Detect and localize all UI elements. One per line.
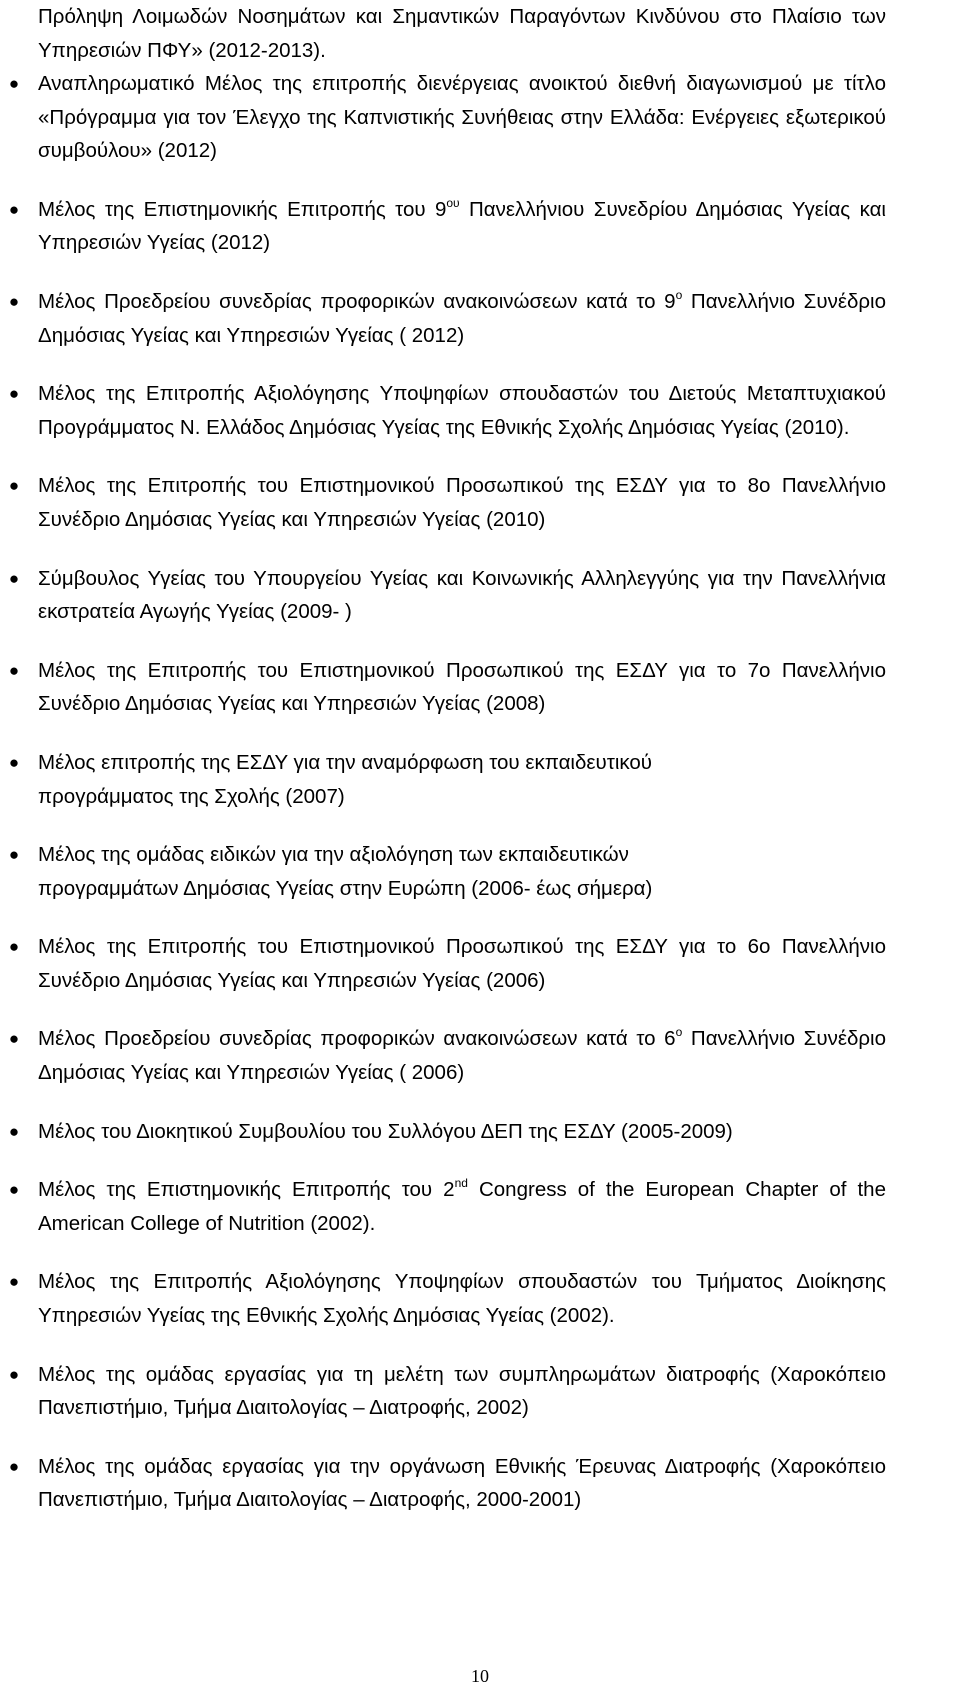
bullet-icon: ● (8, 199, 20, 219)
list-item (8, 1022, 886, 1089)
bullet-icon: ● (8, 937, 20, 957)
bullet-icon: ● (8, 660, 20, 680)
list-item (8, 838, 886, 905)
list-item (8, 285, 886, 352)
list-item-text-line2: προγραμμάτων Δημόσιας Υγείας στην Ευρώπη (2006- έως σήμερα) (38, 876, 653, 900)
bullet-icon: ● (8, 1029, 20, 1049)
list-item-text: Μέλος του Διοκητικού Συμβουλίου του Συλλόγου ΔΕΠ της ΕΣΔΥ (2005-2009) (38, 1119, 733, 1143)
continuation-paragraph: Πρόληψη Λοιμωδών Νοσημάτων και Σημαντικών Παραγόντων Κινδύνου στο Πλαίσιο των Υπηρεσιών ΠΦΥ» (2012-2013). (38, 5, 886, 62)
list-item (8, 1358, 886, 1425)
list-item-text: Μέλος Προεδρείου συνεδρίας προφορικών ανακοινώσεων κατά το 6 (38, 1027, 676, 1051)
list-item (8, 930, 886, 997)
bullet-icon: ● (8, 1180, 20, 1200)
page-number: 10 (471, 1666, 489, 1686)
bullet-icon: ● (8, 74, 20, 93)
list-item (8, 469, 886, 536)
list-item-text-continued: Πανελλήνιου Συνεδρίου Δημόσιας Υγείας και Υπηρεσιών Υγείας (2012) (38, 197, 886, 255)
list-item (8, 654, 886, 721)
bullet-icon: ● (8, 1456, 20, 1476)
ordinal-superscript: ο (675, 287, 683, 302)
bullet-icon: ● (8, 384, 20, 404)
list-item-text: Σύμβουλος Υγείας του Υπουργείου Υγείας και Κοινωνικής Αλληλεγγύης για την Πανελλήνια εκστρατεία Αγωγής Υγείας (2009- ) (38, 566, 886, 624)
list-item-text: Μέλος της Επιτροπής Αξιολόγησης Υποψηφίων σπουδαστών του Τμήματος Διοίκησης Υπηρεσιών Υγείας της Εθνικής Σχολής Δημόσιας Υγείας (2002). (38, 1270, 886, 1328)
ordinal-superscript: ο (675, 1025, 683, 1040)
list-item-text: Μέλος της Επιστημονικής Επιτροπής του 2 (38, 1178, 455, 1202)
list-item-text: Μέλος της Επιτροπής Αξιολόγησης Υποψηφίων σπουδαστών του Διετούς Μεταπτυχιακού Προγράμματος Ν. Ελλάδος Δημόσιας Υγείας της Εθνικής Σχολής Δημόσιας Υγείας (2010). (38, 382, 886, 439)
list-item-text: Μέλος της Επιστημονικής Επιτροπής του 9 (38, 197, 447, 221)
bullet-icon: ● (8, 291, 20, 311)
bullet-icon: ● (8, 1364, 20, 1384)
list-item-text-line1: Μέλος της ομάδας ειδικών για την αξιολόγηση των εκπαιδευτικών (38, 843, 629, 867)
list-item (8, 1115, 886, 1149)
list-item-text: Μέλος της Επιτροπής του Επιστημονικού Προσωπικού της ΕΣΔΥ για το 6ο Πανελλήνιο Συνέδριο Δημόσιας Υγείας και Υπηρεσιών Υγείας (2006) (38, 935, 886, 992)
list-item (8, 67, 886, 168)
bullet-icon: ● (8, 568, 20, 588)
list-item (8, 1265, 886, 1332)
list-item-text: Μέλος της Επιτροπής του Επιστημονικού Προσωπικού της ΕΣΔΥ για το 7ο Πανελλήνιο Συνέδριο Δημόσιας Υγείας και Υπηρεσιών Υγείας (2008) (38, 658, 886, 716)
list-item (8, 193, 886, 260)
list-item (8, 377, 886, 444)
list-item-text: Αναπληρωματικό Μέλος της επιτροπής διενέργειας ανοικτού διεθνή διαγωνισμού με τίτλο «Πρόγραμμα για τον Έλεγχο της Καπνιστικής Συνήθειας στην Ελλάδα: Ενέργειες εξωτερικού συμβούλου» (2012) (38, 72, 886, 163)
list-item-text-continued: Πανελλήνιο Συνέδριο Δημόσιας Υγείας και Υπηρεσιών Υγείας ( 2006) (38, 1027, 886, 1085)
bullet-icon: ● (8, 476, 20, 496)
bullet-icon: ● (8, 752, 20, 772)
list-item-text-line1: Μέλος επιτροπής της ΕΣΔΥ για την αναμόρφωση του εκπαιδευτικού (38, 750, 653, 774)
list-item-text: Μέλος της ομάδας εργασίας για τη μελέτη των συμπληρωμάτων διατροφής (Χαροκόπειο Πανεπιστήμιο, Τμήμα Διαιτολογίας – Διατροφής, 2002) (38, 1362, 886, 1420)
list-item-text: Μέλος της Επιτροπής του Επιστημονικού Προσωπικού της ΕΣΔΥ για το 8ο Πανελλήνιο Συνέδριο Δημόσιας Υγείας και Υπηρεσιών Υγείας (2010) (38, 474, 886, 531)
committee-list (8, 67, 886, 1517)
list-item-text: Μέλος Προεδρείου συνεδρίας προφορικών ανακοινώσεων κατά το 9 (38, 289, 676, 313)
bullet-icon: ● (8, 1121, 20, 1141)
list-item (8, 746, 886, 813)
list-item-text-continued: Congress of the European Chapter of the American College of Nutrition (2002). (38, 1178, 886, 1235)
list-item-text-continued: Πανελλήνιο Συνέδριο Δημόσιας Υγείας και Υπηρεσιών Υγείας ( 2012) (38, 289, 886, 347)
ordinal-superscript: nd (454, 1176, 468, 1191)
list-item (8, 1173, 886, 1240)
list-item (8, 1450, 886, 1517)
ordinal-superscript: ου (446, 195, 460, 210)
list-item-text-line2: προγράμματος της Σχολής (2007) (38, 784, 345, 808)
list-item (8, 562, 886, 629)
bullet-icon: ● (8, 845, 20, 865)
bullet-icon: ● (8, 1272, 20, 1292)
list-item-text: Μέλος της ομάδας εργασίας για την οργάνωση Εθνικής Έρευνας Διατροφής (Χαροκόπειο Πανεπιστήμιο, Τμήμα Διαιτολογίας – Διατροφής, 2000-2001) (38, 1454, 886, 1512)
